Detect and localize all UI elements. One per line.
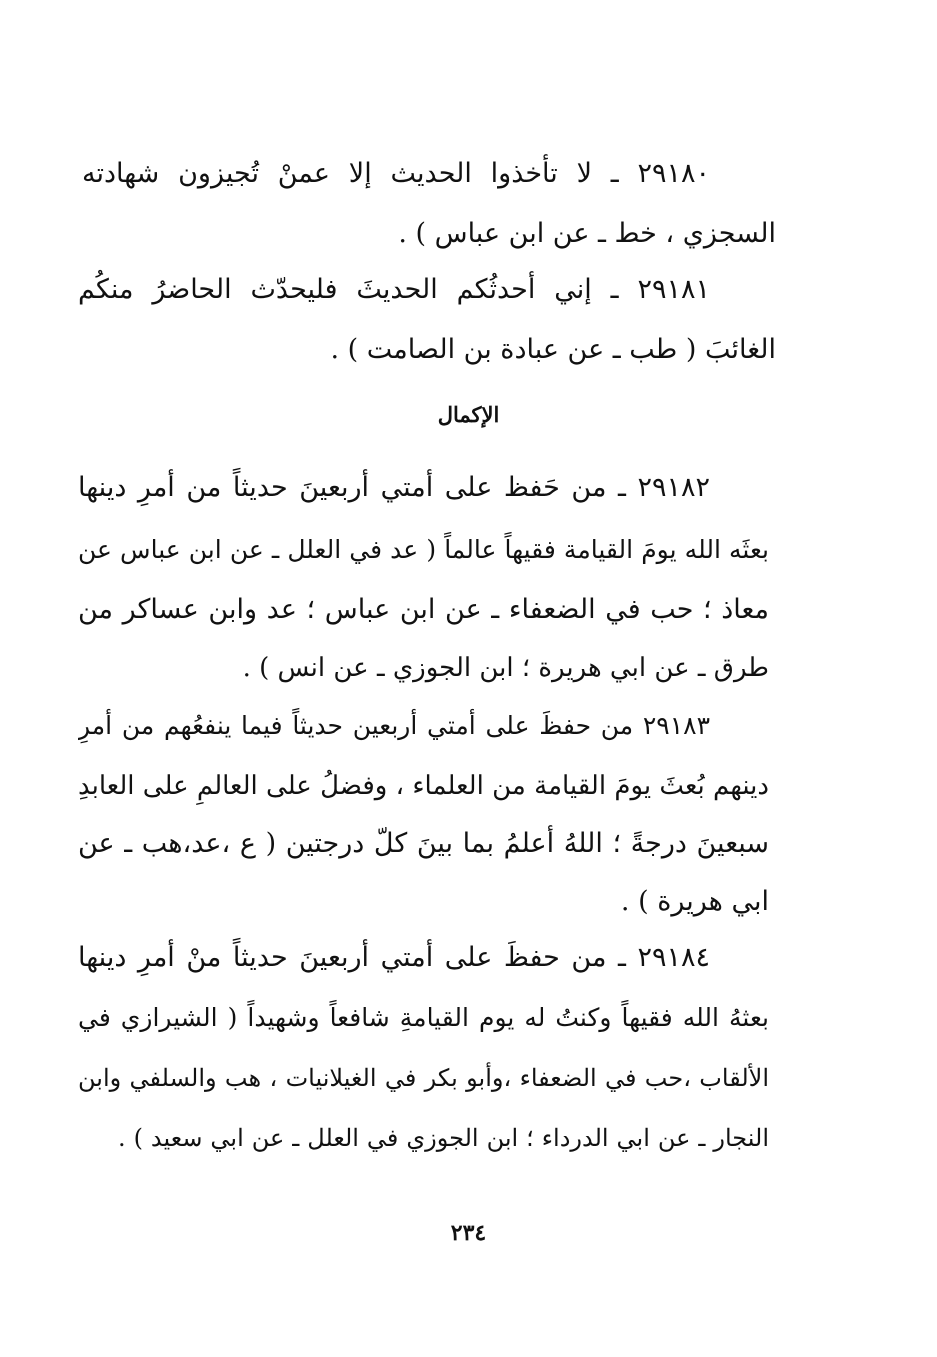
hadith-29184-line-1: ٢٩١٨٤ ـ من حفظَ على أمتي أربعينَ حديثاً منْ أمرِ دينها xyxy=(78,942,710,973)
hadith-29181-line-1: ٢٩١٨١ ـ إني أحدثُكم الحديثَ فليحدّث الحاضرُ منكُم xyxy=(78,274,710,305)
hadith-29180-line-1: ٢٩١٨٠ ـ لا تأخذوا الحديث إلا عمنْ تُجيزون شهادته xyxy=(82,158,710,189)
hadith-29182-line-2: بعثَه الله يومَ القيامة فقيهاً عالماً ( عد في العلل ـ عن ابن عباس عن xyxy=(78,535,769,564)
hadith-29184-line-3: الألقاب ،حب في الضعفاء ،وأبو بكر في الغيلانيات ، هب والسلفي وابن xyxy=(78,1064,769,1092)
hadith-29183-line-3: سبعينَ درجةً ؛ اللهُ أعلمُ بما بينَ كلّ درجتين ( ع ،عد،هب ـ عن xyxy=(78,828,769,859)
hadith-29184-line-4: النجار ـ عن ابي الدرداء ؛ ابن الجوزي في العلل ـ عن ابي سعيد ) . xyxy=(118,1124,769,1152)
page-number: ٢٣٤ xyxy=(450,1220,487,1246)
hadith-29183-line-1: ٢٩١٨٣ من حفظَ على أمتي أربعين حديثاً فيما ينفعُهم من أمرِ xyxy=(78,711,710,740)
section-heading: الإكمال xyxy=(437,402,500,427)
hadith-29183-line-2: دينهم بُعثَ يومَ القيامة من العلماء ، وفضلُ على العالمِ على العابدِ xyxy=(78,771,769,801)
hadith-29181-line-2: الغائبَ ( طب ـ عن عبادة بن الصامت ) . xyxy=(330,334,776,365)
hadith-29184-line-2: بعثهُ الله فقيهاً وكنتُ له يوم القيامةِ شافعاً وشهيداً ( الشيرازي في xyxy=(78,1003,769,1032)
hadith-29180-line-2: السجزي ، خط ـ عن ابن عباس ) . xyxy=(398,218,776,249)
hadith-29183-line-4: ابي هريرة ) . xyxy=(620,886,769,917)
hadith-29182-line-1: ٢٩١٨٢ ـ من حَفظ على أمتي أربعينَ حديثاً من أمرِ دينها xyxy=(78,472,710,503)
hadith-29182-line-3: معاذ ؛ حب في الضعفاء ـ عن ابن عباس ؛ عد وابن عساكر من xyxy=(78,594,769,625)
hadith-29182-line-4: طرق ـ عن ابي هريرة ؛ ابن الجوزي ـ عن انس ) . xyxy=(242,653,769,683)
